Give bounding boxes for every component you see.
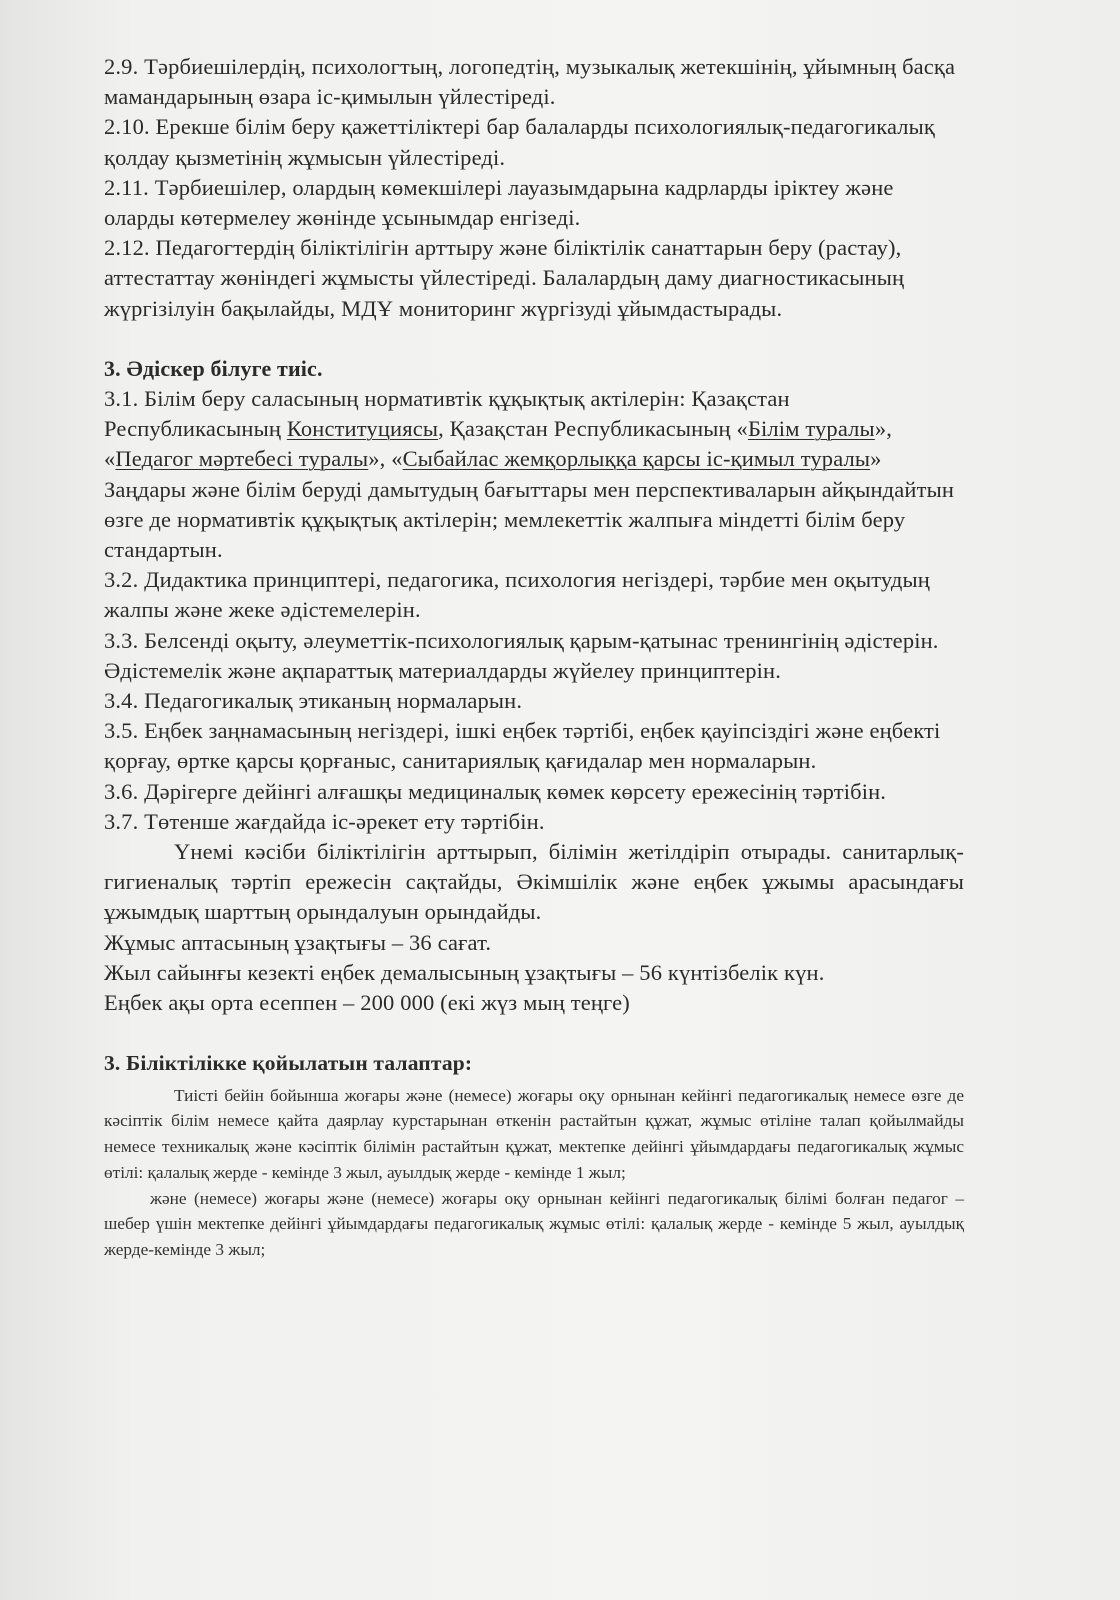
qualification-requirements xyxy=(104,1083,964,1264)
duties-paragraph: Үнемі кәсіби біліктілігін арттырып, білімін жетілдіріп отырады. санитарлық-гигиеналық тәртіп ережесін сақтайды, Әкімшілік және еңбек ұжымы арасындағы ұжымдық шарттың орындалуын орындайды. xyxy=(104,839,964,925)
item-3-6: 3.6. Дәрігерге дейінгі алғашқы медициналық көмек көрсету ережесінің тәртібін. xyxy=(104,778,887,804)
section-3-heading: 3. Әдіскер білуге тиіс. xyxy=(104,355,323,381)
item-2-11: 2.11. Тәрбиешілер, олардың көмекшілері лауазымдарына кадрларды іріктеу және оларды көтермелеу жөнінде ұсынымдар енгізеді. xyxy=(104,174,894,231)
anti-corruption-law-link[interactable]: Сыбайлас жемқорлыққа қарсы іс-қимыл туралы xyxy=(402,446,871,472)
item-3-2: 3.2. Дидактика принциптері, педагогика, психология негіздері, тәрбие мен оқытудың жалпы және жеке әдістемелерін. xyxy=(104,567,930,623)
item-2-10: 2.10. Ерекше білім беру қажеттіліктері бар балаларды психологиялық-педагогикалық қолдау қызметінің жұмысын үйлестіреді. xyxy=(104,114,936,170)
item-3-1: 3.1. Білім беру саласының нормативтік құқықтық актілерін: Қазақстан Республикасының Конституциясы, Қазақстан Республикасының «Білім туралы», «Педагог мәртебесі туралы», «Сыбайлас жемқорлыққа қарсы іс-қимыл туралы» Заңдары және білім беруді дамытудың бағыттары мен перспективаларын айқындайтын өзге де нормативтік құқықтық актілерін; мемлекеттік жалпыға міндетті білім беру стандартын. xyxy=(104,386,955,563)
teacher-status-law-link[interactable]: Педагог мәртебесі туралы xyxy=(115,446,369,472)
item-3-7: 3.7. Төтенше жағдайда іс-әрекет ету тәртібін. xyxy=(104,808,545,834)
work-week-line: Жұмыс аптасының ұзақтығы – 36 сағат. xyxy=(104,929,492,955)
salary-line: Еңбек ақы орта есеппен – 200 000 (екі жүз мың теңге) xyxy=(104,990,630,1016)
requirement-paragraph-1: Тиісті бейін бойынша жоғары және (немесе) жоғары оқу орнынан кейінгі педагогикалық немесе өзге де кәсіптік білім немесе қайта даярлау курстарынан өткенін растайтын құжат, жұмыс өтіліне талап қойылмайды немесе техникалық және кәсіптік білімін растайтын құжат, мектепке дейінгі ұйымдардағы педагогикалық жұмыс өтілі: қалалық жерде - кемінде 3 жыл, ауылдық жерде - кемінде 1 жыл; xyxy=(104,1085,964,1182)
item-3-4: 3.4. Педагогикалық этиканың нормаларын. xyxy=(104,688,523,714)
item-2-12: 2.12. Педагогтердің біліктілігін арттыру және біліктілік санаттарын беру (растау), аттестаттау жөніндегі жұмысты үйлестіреді. Балалардың даму диагностикасының жүргізілуін бақылайды, МДҰ мониторинг жүргізуді ұйымдастырады. xyxy=(104,235,905,321)
item-3-5: 3.5. Еңбек заңнамасының негіздері, ішкі еңбек тәртібі, еңбек қауіпсіздігі және еңбекті қорғау, өртке қарсы қорғаныс, санитариялық қағидалар мен нормаларын. xyxy=(104,718,941,774)
vacation-line: Жыл сайынғы кезекті еңбек демалысының ұзақтығы – 56 күнтізбелік күн. xyxy=(104,959,825,985)
section-2-list xyxy=(104,52,964,1079)
item-2-9: 2.9. Тәрбиешілердің, психологтың, логопедтің, музыкалық жетекшінің, ұйымның басқа мамандарының өзара іс-қимылын үйлестіреді. xyxy=(104,54,956,110)
document-content xyxy=(104,52,964,1263)
qualification-heading: 3. Біліктілікке қойылатын талаптар: xyxy=(104,1051,473,1076)
requirement-paragraph-2: және (немесе) жоғары және (немесе) жоғары оқу орнынан кейінгі педагогикалық білімі болған педагог – шебер үшін мектепке дейінгі ұйымдардағы педагогикалық жұмыс өтілі: қалалық жерде - кемінде 5 жыл, ауылдық жерде-кемінде 3 жыл; xyxy=(104,1188,964,1260)
education-law-link[interactable]: Білім туралы xyxy=(747,416,875,442)
item-3-3: 3.3. Белсенді оқыту, әлеуметтік-психологиялық қарым-қатынас тренингінің әдістерін. Әдістемелік және ақпараттық материалдарды жүйелеу принциптерін. xyxy=(104,627,939,683)
constitution-link[interactable]: Конституциясы xyxy=(286,416,439,442)
